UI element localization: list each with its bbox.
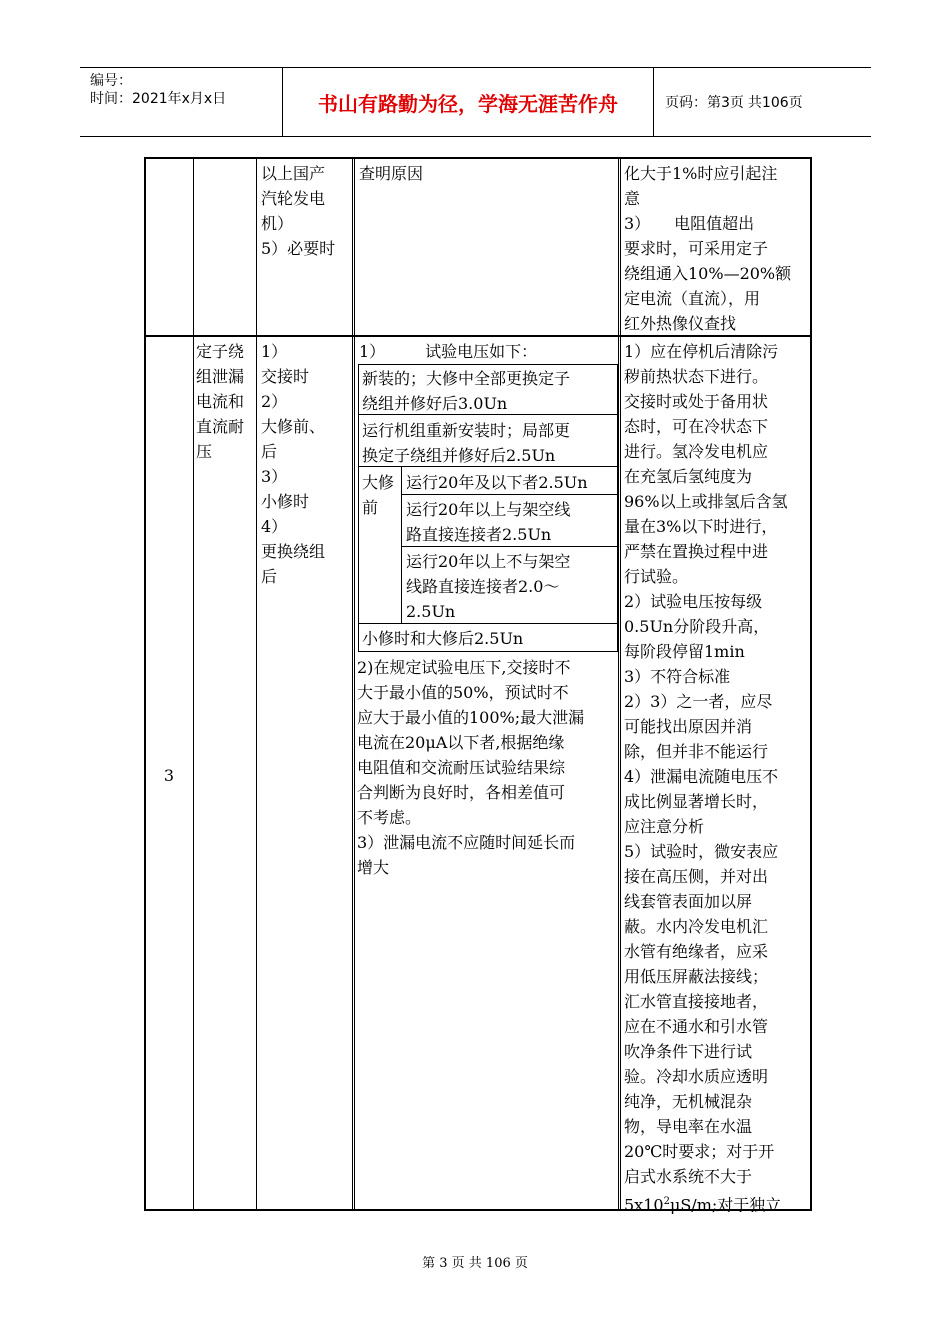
col-divider: [256, 157, 257, 1211]
notes-last-sup: 2: [663, 1196, 670, 1207]
test-period: 1） 交接时 2） 大修前、 后 3） 小修时 4） 更换绕组 后: [261, 342, 326, 586]
before-overhaul-label: 大修 前: [362, 473, 395, 517]
col-divider: [193, 157, 194, 1211]
header-motto: 书山有路勤为径，学海无涯苦作舟: [283, 68, 654, 136]
row-number: 3: [163, 766, 175, 785]
page-header: [80, 67, 871, 137]
header-page: [653, 68, 871, 136]
page-label: 页码：第3页: [665, 95, 744, 111]
notes-last-base: 5x10: [624, 1195, 664, 1215]
page-footer: 第 3 页 共 106 页: [422, 1256, 528, 1271]
prev-notes: 化大于1%时应引起注 意 3） 电阻值超出 要求时，可采用定子 绕组通入10%—20%额 定电流（直流），用 红外热像仪查找: [624, 164, 792, 333]
sub-divider: [358, 466, 618, 467]
sub-divider: [358, 414, 618, 415]
std-intro: 1） 试验电压如下：: [359, 342, 538, 361]
serial-label: 编号：: [90, 73, 132, 89]
date-text: 时间：2021年x月x日: [90, 91, 227, 107]
row3-notes: [624, 339, 810, 1217]
voltage-row: 运行20年及以下者2.5Un: [406, 473, 588, 492]
sub-divider: [358, 623, 618, 624]
sub-divider: [402, 494, 618, 495]
voltage-row: 运行20年以上与架空线 路直接连接者2.5Un: [406, 500, 571, 544]
sub-divider: [401, 466, 402, 623]
col-divider: [352, 157, 355, 1211]
prev-standard: 查明原因: [359, 164, 424, 183]
voltage-row: 运行20年以上不与架空 线路直接连接者2.0～ 2.5Un: [406, 552, 571, 621]
total-label: 共106页: [747, 95, 803, 111]
sub-divider: [402, 546, 618, 547]
notes-last-tail: μS/m;对于独立: [669, 1195, 782, 1215]
voltage-row: 新装的；大修中全部更换定子 绕组并修好后3.0Un: [362, 369, 571, 413]
notes-body: 1）应在停机后清除污 秽前热状态下进行。 交接时或处于备用状 态时，可在冷状态下 进行。氢冷发电机应 在充氢后氢纯度为 96%以上或排氢后含氢 量在3%以下时进行， 严禁在置换过程中进 行试验。 2）试验电压按每级 0.5Un分阶段升高， 每阶段停留1min 3）不符合标准 2）3）之一者，应尽 可能找出原因并消 除，但并非不能运行 4）泄漏电流随电压不 成比例显著增长时， 应注意分析 5）试验时，微安表应 接在高压侧，并对出 线套管表面加以屏 蔽。水内冷发电机汇 水管有绝缘者，应采 用低压屏蔽法接线； 汇水管直接接地者， 应在不通水和引水管 吹净条件下进行试 验。冷却水质应透明 纯净，无机械混杂 物，导电率在水温 20℃时要求；对于开 启式水系统不大于: [624, 342, 788, 1186]
voltage-row: 运行机组重新安装时；局部更 换定子绕组并修好后2.5Un: [362, 421, 571, 465]
voltage-table: [358, 364, 618, 652]
voltage-row: 小修时和大修后2.5Un: [362, 629, 524, 648]
item-name: 定子绕 组泄漏 电流和 直流耐 压: [196, 342, 245, 461]
std-rest: 2)在规定试验电压下,交接时不 大于最小值的50%，预试时不 应大于最小值的100%;最大泄漏 电流在20μA以下者,根据绝缘 电阻值和交流耐压试验结果综 合判断为良好时，各相差值可 不考虑。 3）泄漏电流不应随时间延长而 增大: [357, 658, 585, 877]
header-meta: [80, 68, 283, 136]
prev-period: 以上国产 汽轮发电 机） 5）必要时: [261, 164, 336, 258]
